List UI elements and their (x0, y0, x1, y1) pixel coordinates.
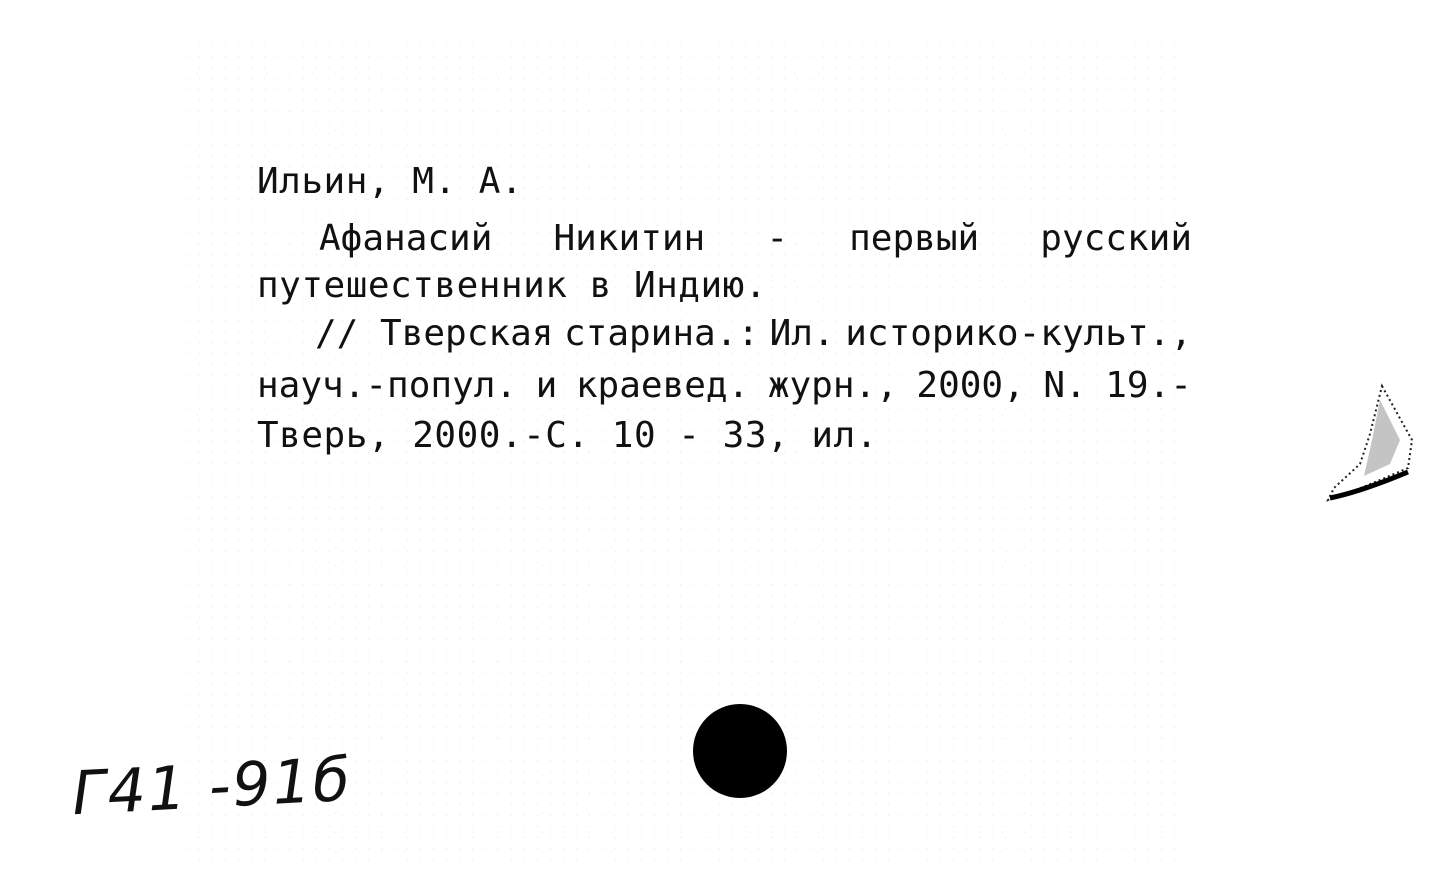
source-word: историко-культ., (845, 313, 1192, 354)
punch-hole (693, 704, 787, 798)
source-word: науч.-попул. (257, 365, 518, 406)
source-word: краевед. (575, 365, 750, 406)
title-word: первый (849, 218, 980, 259)
ink-blot-mark (1320, 380, 1420, 510)
source-line-3: Тверь, 2000.-С. 10 - 33, ил. (257, 415, 878, 456)
source-word: и (535, 365, 558, 406)
author-line: Ильин, М. А. (257, 161, 524, 202)
title-word: Афанасий (319, 218, 493, 259)
source-word: Ил. (769, 313, 835, 354)
source-word: журн., (767, 365, 898, 406)
source-word: 19.- (1105, 365, 1192, 406)
handwritten-shelf-mark: Г41 -91б (70, 744, 354, 830)
title-word: - (766, 218, 789, 259)
source-word: старина.: (563, 313, 760, 354)
title-line-1 (257, 215, 1192, 263)
title-word: Никитин (553, 218, 706, 259)
source-word: // Тверская (315, 313, 554, 354)
source-line-1 (257, 310, 1192, 358)
source-word: 2000, (916, 365, 1025, 406)
source-word: N. (1043, 365, 1087, 406)
source-line-2 (257, 362, 1192, 410)
title-word: русский (1040, 218, 1192, 259)
title-line-2: путешественник в Индию. (257, 265, 767, 306)
